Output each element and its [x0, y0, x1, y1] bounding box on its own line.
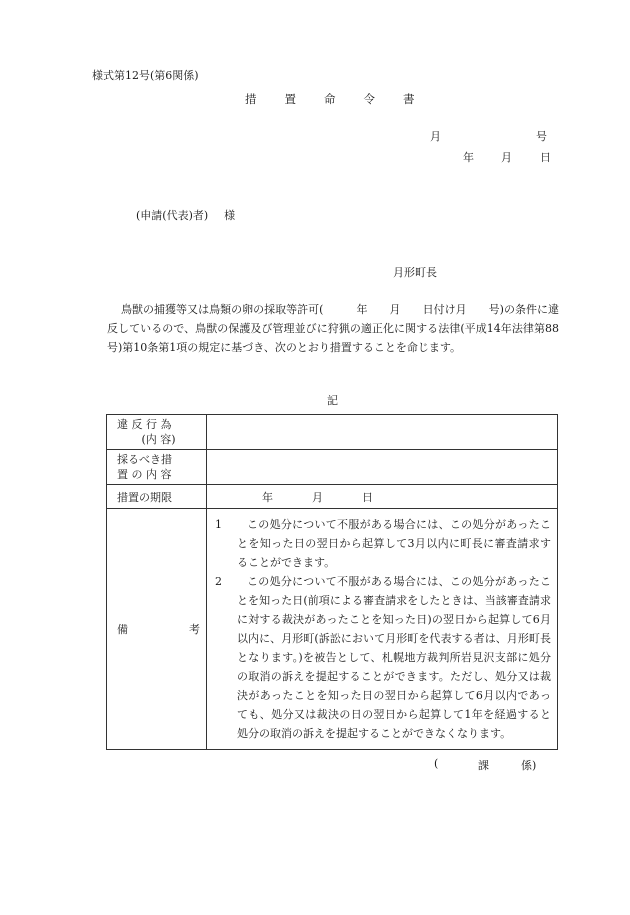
- doc-number-go: 号: [536, 130, 547, 143]
- remarks-label-right: 考: [189, 622, 200, 636]
- remarks-label: [107, 509, 207, 750]
- deadline-value[interactable]: [207, 485, 558, 509]
- staff-open-paren: (: [434, 757, 439, 770]
- table-row-deadline: [107, 485, 558, 509]
- measure-table: [106, 414, 558, 750]
- deadline-month: 月: [312, 490, 323, 504]
- measures-label: [107, 450, 207, 485]
- ki-heading: 記: [327, 394, 338, 407]
- measures-label-line2: 置 の 内 容: [117, 468, 172, 481]
- date-year: 年: [463, 151, 474, 164]
- deadline-year: 年: [262, 490, 273, 504]
- remark-item: [215, 515, 551, 572]
- title-char: 置: [284, 92, 296, 106]
- table-row-violation: [107, 415, 558, 450]
- measures-value[interactable]: [207, 450, 558, 485]
- remarks-value: [207, 509, 558, 750]
- title-char: 令: [363, 92, 375, 106]
- addressee-honorific: 様: [224, 209, 236, 222]
- remarks-label-left: 備: [117, 622, 128, 636]
- date-month: 月: [501, 151, 512, 164]
- issuer: 月形町長: [393, 266, 437, 279]
- remark-number: 1: [215, 518, 222, 531]
- remark-number: 2: [215, 575, 222, 588]
- form-number: 様式第12号(第6関係): [92, 69, 199, 82]
- violation-label: [107, 415, 207, 450]
- doc-number-month: 月: [430, 130, 441, 143]
- table-row-measures: [107, 450, 558, 485]
- remark-text: この処分について不服がある場合には、この処分があったことを知った日(前項による審査請求をしたときは、当該審査請求に対する裁決があったことを知った日)の翌日から起算して6月以内に、月形町(訴訟において月形町を代表する者は、月形町長となります。)を被告として、札幌地方裁判所岩見沢支部に処分の取消の訴えを提起することができます。ただし、処分又は裁決があったことを知った日の翌日から起算して6月以内であっても、処分又は裁決の日の翌日から起算して1年を経過すると処分の取消の訴えを提起することができなくなります。: [237, 575, 551, 740]
- staff-ka: 課: [478, 759, 489, 772]
- violation-label-line1: 違 反 行 為: [117, 418, 172, 431]
- title-char: 書: [403, 92, 415, 106]
- body-text: 鳥獣の捕獲等又は鳥類の卵の採取等許可( 年 月 日付け月 号)の条件に違反しているので、鳥獣の保護及び管理並びに狩猟の適正化に関する法律(平成14年法律第88号)第10条第1項の規定に基づき、次のとおり措置することを命じます。: [107, 303, 559, 354]
- measures-label-line1: 採るべき措: [117, 453, 172, 466]
- deadline-day: 日: [362, 490, 373, 504]
- title-char: 措: [245, 92, 257, 106]
- table-row-remarks: [107, 509, 558, 750]
- addressee: [136, 207, 235, 223]
- violation-value[interactable]: [207, 415, 558, 450]
- date-day: 日: [540, 151, 551, 164]
- remark-item: [215, 572, 551, 743]
- staff-kakari: 係): [521, 759, 537, 772]
- addressee-label: (申請(代表)者): [136, 209, 209, 222]
- title-char: 命: [324, 92, 336, 106]
- document-title: [245, 91, 415, 107]
- remark-text: この処分について不服がある場合には、この処分があったことを知った日の翌日から起算して3月以内に町長に審査請求することができます。: [237, 518, 551, 569]
- deadline-label: 措置の期限: [107, 485, 207, 509]
- violation-label-line2: (内 容): [141, 433, 176, 446]
